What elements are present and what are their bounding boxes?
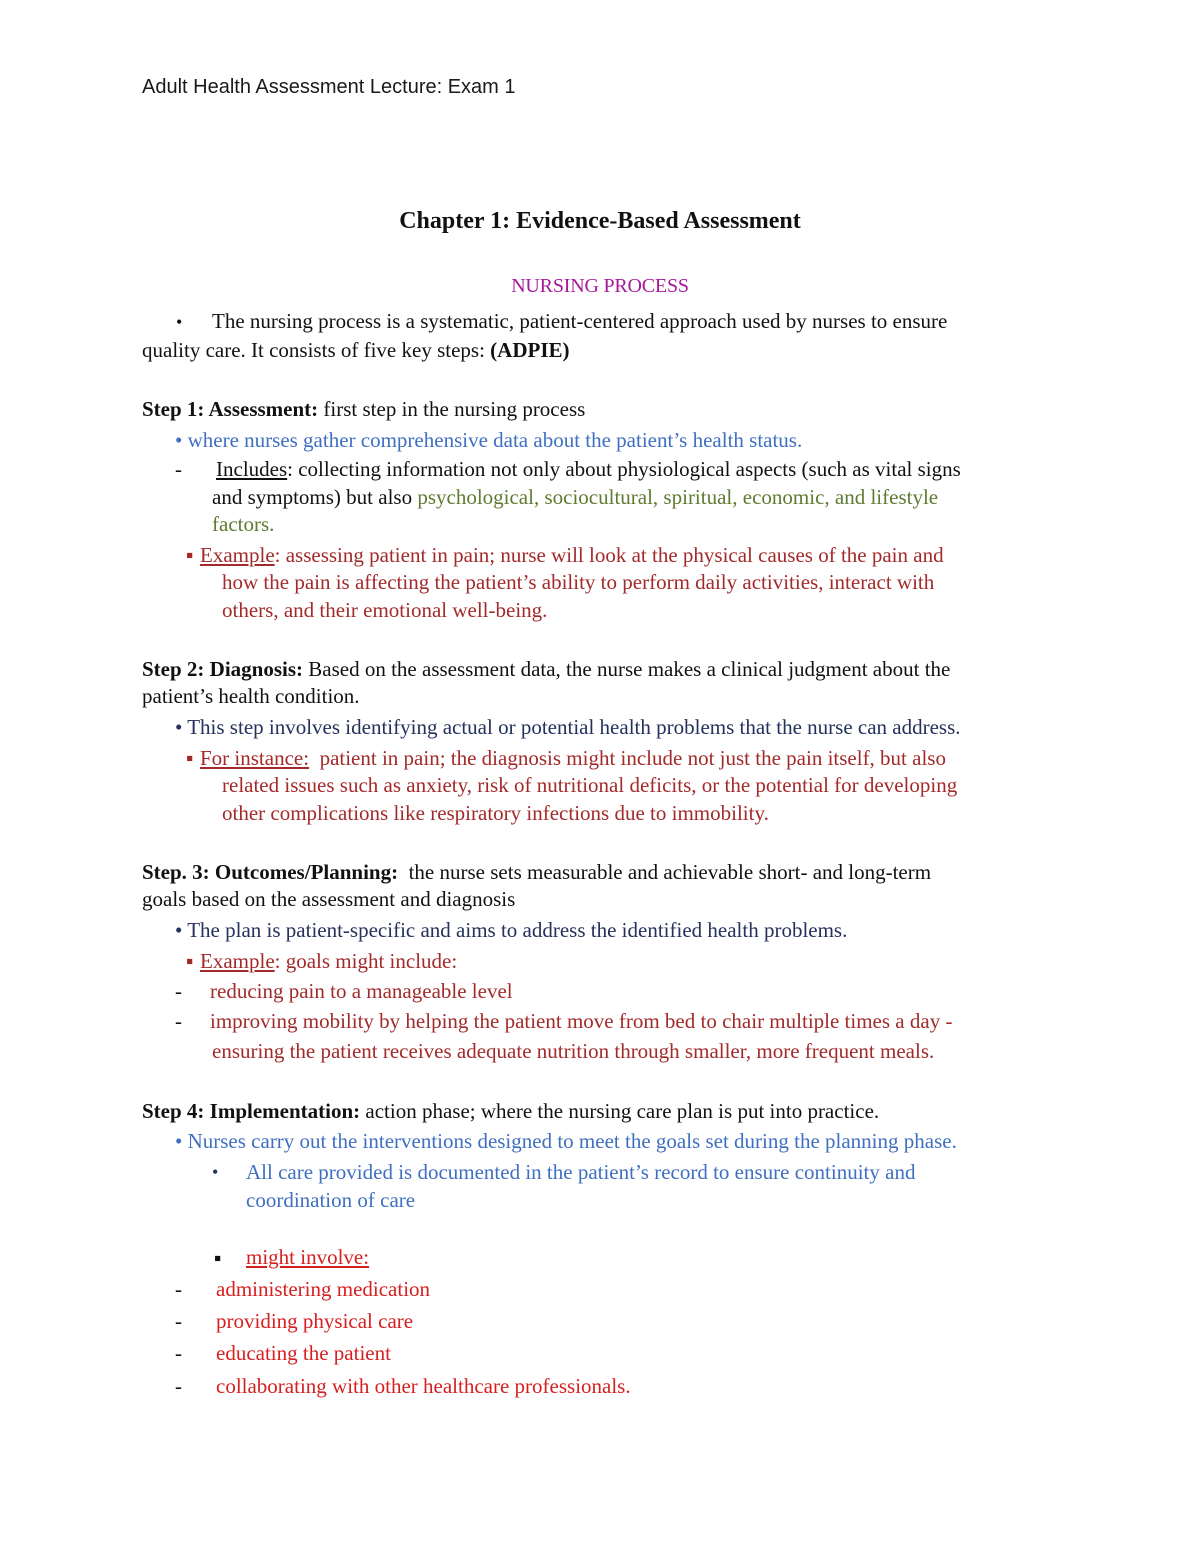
step2-instance-line-1-text: patient in pain; the diagnosis might include not just the pain itself, but also bbox=[309, 746, 946, 770]
intro-line-2-text: quality care. It consists of five key steps: bbox=[142, 338, 491, 362]
step4-sub-1: • Nurses carry out the interventions designed to meet the goals set during the planning phase. bbox=[175, 1129, 957, 1153]
step3-label: Step. 3: Outcomes/Planning: bbox=[142, 860, 399, 884]
step2-sub-1: • This step involves identifying actual or potential health problems that the nurse can address. bbox=[175, 715, 961, 739]
step2-instance-line-2: related issues such as anxiety, risk of nutritional deficits, or the potential for developing bbox=[222, 773, 958, 797]
step4-label: Step 4: Implementation: bbox=[142, 1099, 361, 1123]
step3-sub-1: • The plan is patient-specific and aims to address the identified health problems. bbox=[175, 918, 848, 942]
step1-includes-line-1-text: : collecting information not only about physiological aspects (such as vital signs bbox=[287, 457, 961, 481]
step2-label: Step 2: Diagnosis: bbox=[142, 657, 304, 681]
step1-example-line-1-text: : assessing patient in pain; nurse will look at the physical causes of the pain and bbox=[274, 543, 944, 567]
step1-heading bbox=[142, 399, 585, 420]
step3-example-text: : goals might include: bbox=[274, 949, 458, 973]
step1-text: first step in the nursing process bbox=[318, 397, 586, 421]
step4-item-1-dash: - bbox=[175, 1277, 182, 1301]
page-header: Adult Health Assessment Lecture: Exam 1 bbox=[142, 76, 516, 98]
step4-item-3-dash: - bbox=[175, 1341, 182, 1365]
intro-adpie: (ADPIE) bbox=[490, 338, 570, 362]
step3-goal-1: reducing pain to a manageable level bbox=[210, 979, 513, 1003]
intro-bullet: • bbox=[176, 312, 183, 332]
step3-example-line bbox=[200, 951, 457, 972]
step2-line-1: Based on the assessment data, the nurse makes a clinical judgment about the bbox=[303, 657, 951, 681]
step4-item-3: educating the patient bbox=[216, 1341, 391, 1365]
intro-line-1: The nursing process is a systematic, patient-centered approach used by nurses to ensure bbox=[212, 309, 948, 333]
step2-heading bbox=[142, 659, 950, 680]
step1-includes-dash: - bbox=[175, 457, 182, 481]
step1-example-bullet: ▪ bbox=[186, 543, 194, 567]
step2-instance-label: For instance: bbox=[200, 746, 310, 770]
step2-instance-bullet: ▪ bbox=[186, 746, 194, 770]
step3-line-2: goals based on the assessment and diagnosis bbox=[142, 887, 516, 911]
step4-item-2-dash: - bbox=[175, 1309, 182, 1333]
step3-line-1: the nurse sets measurable and achievable short- and long-term bbox=[398, 860, 932, 884]
step4-item-4-dash: - bbox=[175, 1374, 182, 1398]
step1-example-label: Example bbox=[200, 543, 275, 567]
step4-item-2: providing physical care bbox=[216, 1309, 414, 1333]
step3-goal-2-line-1: improving mobility by helping the patient move from bed to chair multiple times a day - bbox=[210, 1009, 953, 1033]
step1-includes-line-2 bbox=[212, 487, 938, 508]
step1-example-line-3: others, and their emotional well-being. bbox=[222, 598, 548, 622]
step1-example-line-2: how the pain is affecting the patient’s ability to perform daily activities, interact with bbox=[222, 570, 935, 594]
step3-goal-2-dash: - bbox=[175, 1009, 182, 1033]
step3-heading bbox=[142, 862, 931, 883]
step2-line-2: patient’s health condition. bbox=[142, 684, 360, 708]
step4-heading bbox=[142, 1101, 879, 1122]
step4-item-4: collaborating with other healthcare professionals. bbox=[216, 1374, 631, 1398]
step4-item-1: administering medication bbox=[216, 1277, 431, 1301]
step1-example-line-1 bbox=[200, 545, 944, 566]
step2-instance-line-3: other complications like respiratory infections due to immobility. bbox=[222, 801, 769, 825]
step4-text: action phase; where the nursing care plan is put into practice. bbox=[360, 1099, 880, 1123]
step1-includes-line-1 bbox=[216, 459, 961, 480]
step1-includes-line-2-green: psychological, sociocultural, spiritual, economic, and lifestyle bbox=[417, 485, 939, 509]
step3-example-bullet: ▪ bbox=[186, 949, 194, 973]
step1-label: Step 1: Assessment: bbox=[142, 397, 319, 421]
step3-example-label: Example bbox=[200, 949, 275, 973]
step1-includes-label: Includes bbox=[216, 457, 288, 481]
step4-might-involve-label: might involve: bbox=[246, 1245, 370, 1269]
step1-includes-line-2-text: and symptoms) but also bbox=[212, 485, 418, 509]
step4-might-involve-bullet: ▪ bbox=[214, 1246, 222, 1270]
step4-doc-line-2: coordination of care bbox=[246, 1188, 416, 1212]
step3-goal-1-dash: - bbox=[175, 979, 182, 1003]
step4-doc-line-1: All care provided is documented in the patient’s record to ensure continuity and bbox=[246, 1160, 916, 1184]
step4-doc-bullet: • bbox=[212, 1162, 219, 1182]
step4-might-involve bbox=[246, 1247, 369, 1268]
step1-includes-line-3: factors. bbox=[212, 512, 275, 536]
step3-goal-2-line-2: ensuring the patient receives adequate nutrition through smaller, more frequent meals. bbox=[212, 1039, 935, 1063]
step2-instance-line-1 bbox=[200, 748, 946, 769]
section-heading: NURSING PROCESS bbox=[511, 275, 689, 297]
step1-sub-1: • where nurses gather comprehensive data about the patient’s health status. bbox=[175, 428, 803, 452]
chapter-title: Chapter 1: Evidence-Based Assessment bbox=[399, 208, 801, 234]
intro-line-2 bbox=[142, 340, 570, 361]
